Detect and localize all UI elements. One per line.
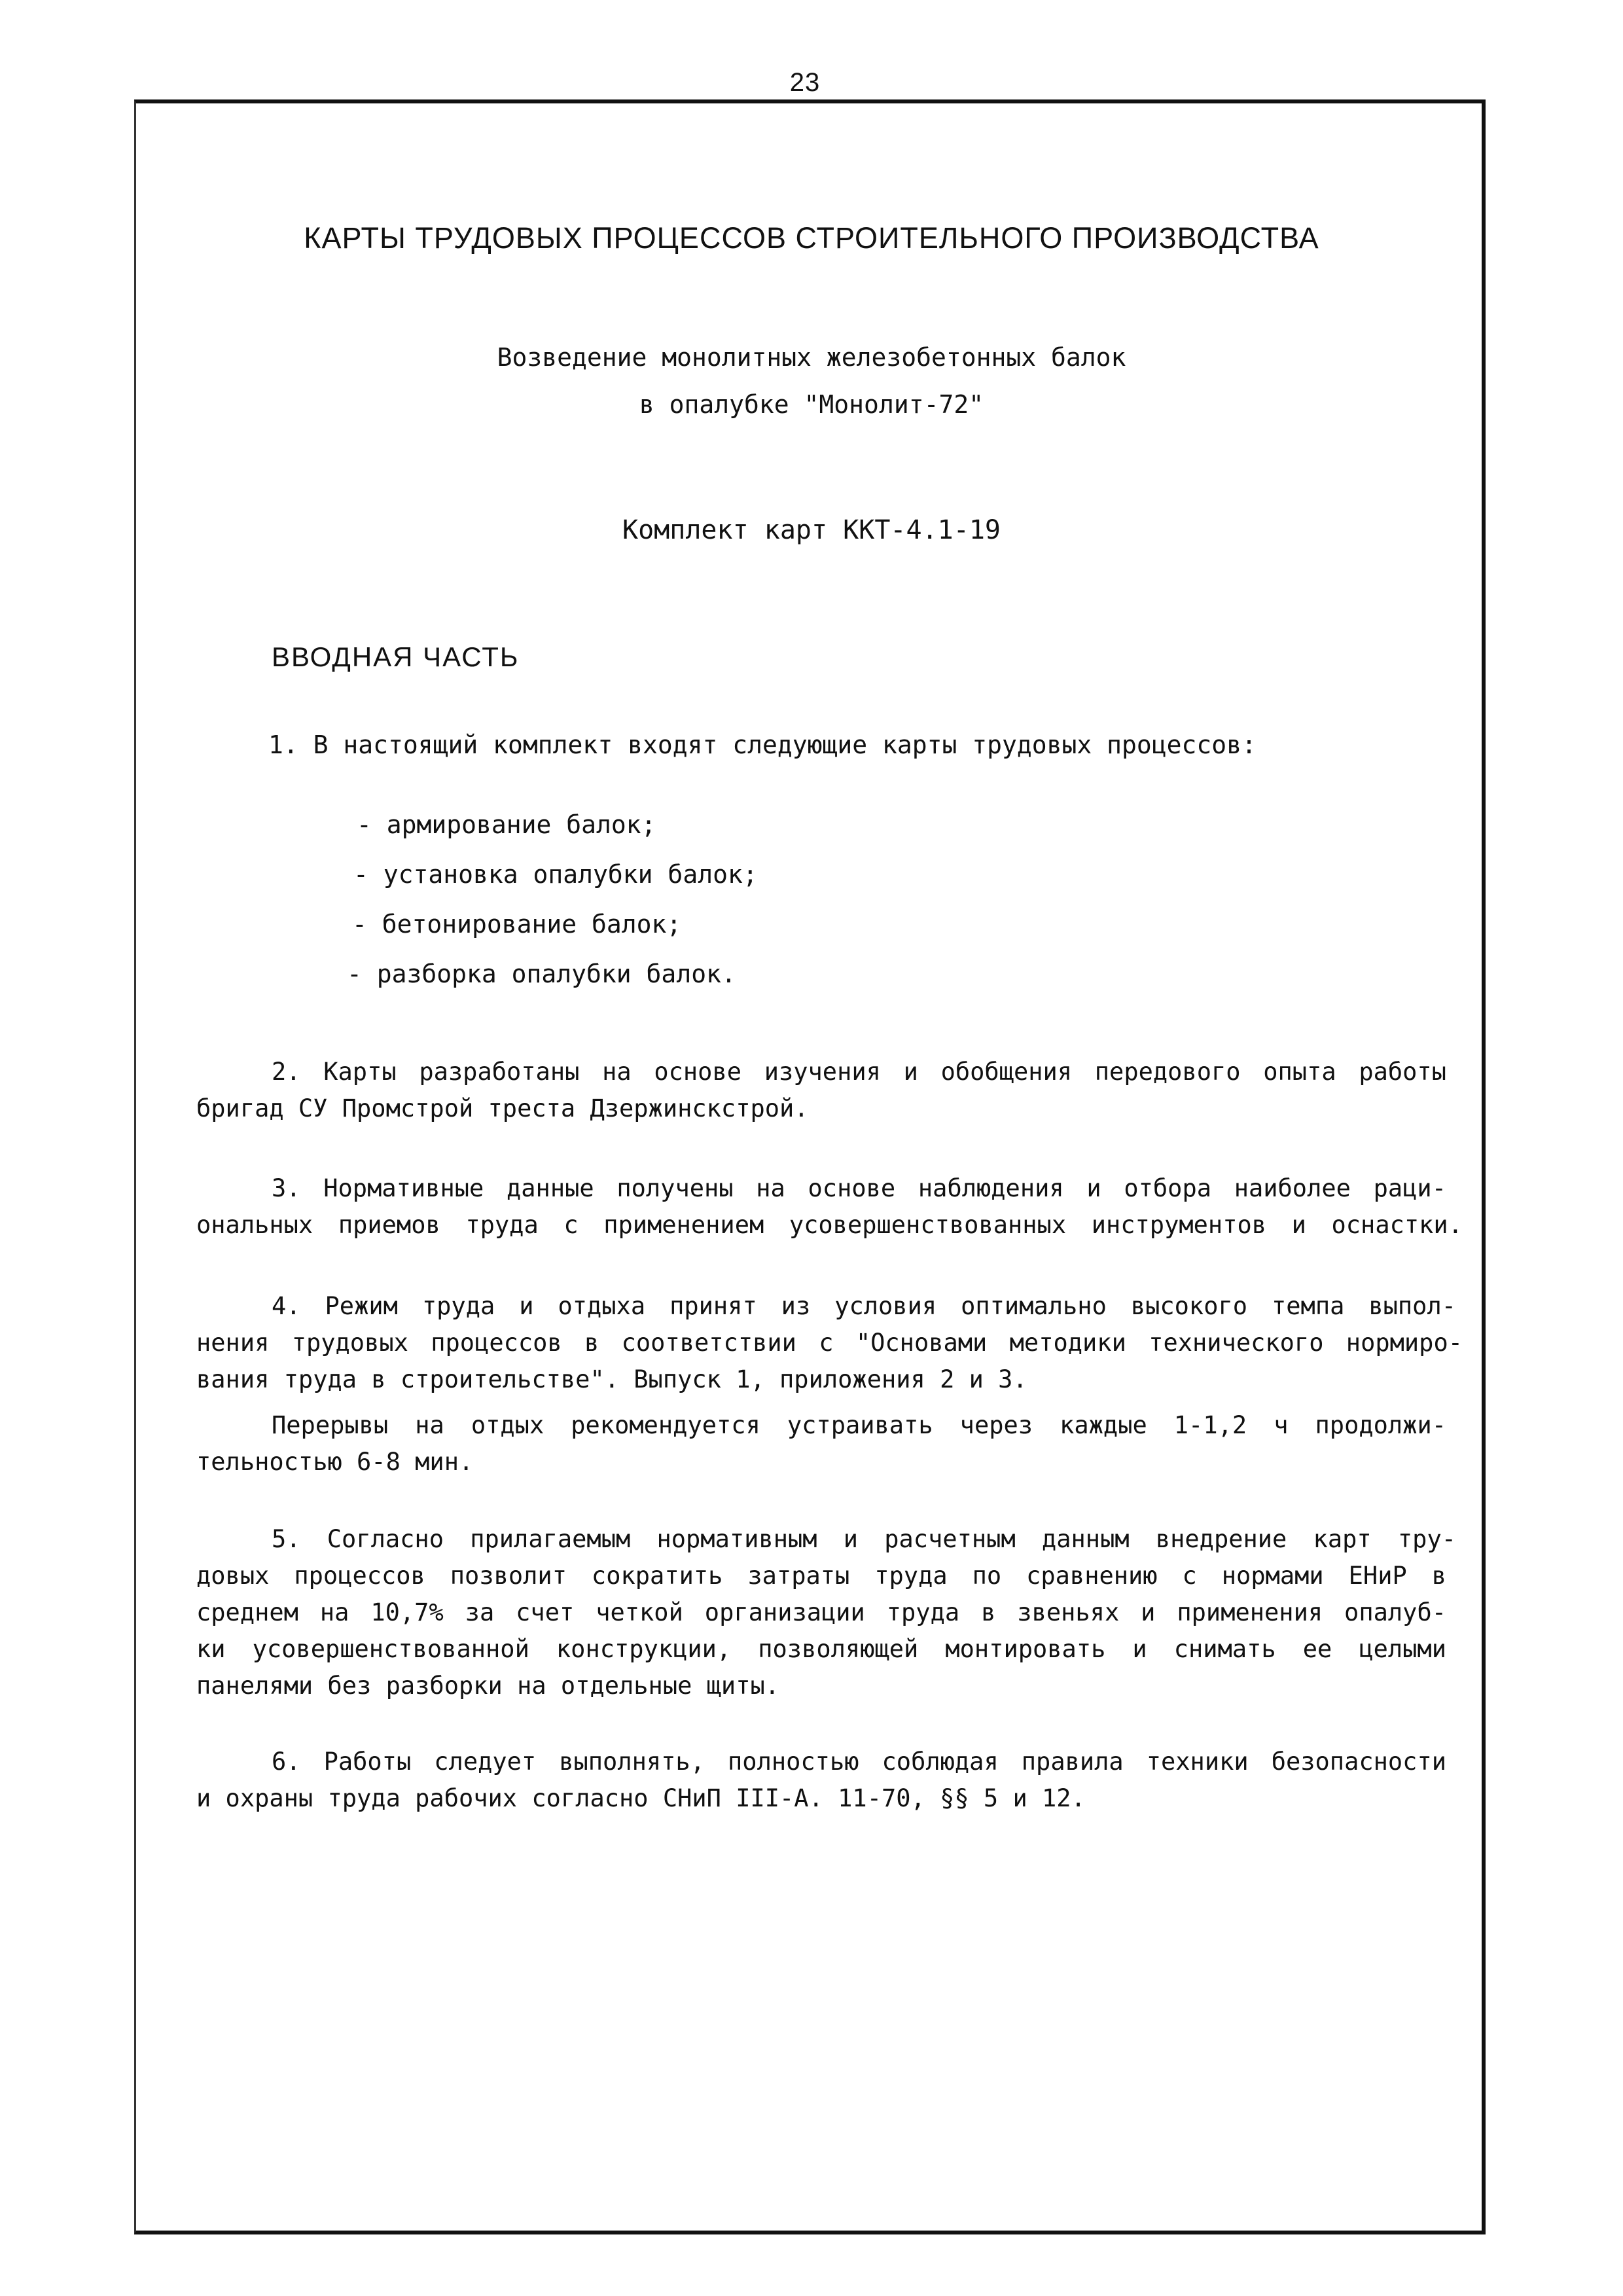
rest-line-1: Перерывы на отдых рекомендуется устраивать через каждые 1-1,2 ч продолжи- [272,1411,1446,1439]
section-heading: ВВОДНАЯ ЧАСТЬ [272,641,520,672]
item-2-line-1: 2. Карты разработаны на основе изучения и обобщения передового опыта работы [272,1058,1446,1086]
item-4-line-3: вания труда в строительстве". Выпуск 1, приложения 2 и 3. [196,1365,1027,1393]
item-4-line-2: нения трудовых процессов в соответствии с "Основами методики технического нормиро- [196,1329,1463,1357]
page-number: 23 [789,68,821,97]
subtitle-line-1: Возведение монолитных железобетонных балок [497,343,1126,372]
item-5-line-1: 5. Согласно прилагаемым нормативным и расчетным данным внедрение карт тру- [272,1525,1456,1553]
list-item: - армирование балок; [357,810,656,839]
document-title: КАРТЫ ТРУДОВЫХ ПРОЦЕССОВ СТРОИТЕЛЬНОГО ПРОИЗВОДСТВА [304,221,1319,255]
item-1-text: 1. В настоящий комплект входят следующие карты трудовых процессов: [268,730,1257,759]
item-5-line-4: ки усовершенствованной конструкции, позволяющей монтировать и снимать ее целыми [196,1635,1446,1663]
item-5-line-2: довых процессов позволит сократить затраты труда по сравнению с нормами ЕНиР в [196,1562,1446,1590]
item-5-line-5: панелями без разборки на отдельные щиты. [196,1672,780,1700]
subtitle-line-2: в опалубке "Монолит-72" [639,390,984,419]
item-6-line-1: 6. Работы следует выполнять, полностью соблюдая правила техники безопасности [272,1748,1446,1776]
item-6-line-2: и охраны труда рабочих согласно СНиП III-А. 11-70, §§ 5 и 12. [196,1784,1086,1812]
list-item: - установка опалубки балок; [353,860,758,889]
item-4-line-1: 4. Режим труда и отдыха принят из условия оптимально высокого темпа выпол- [272,1292,1456,1320]
item-2-line-2: бригад СУ Промстрой треста Дзержинскстрой. [196,1094,809,1122]
kit-title: Комплект карт ККТ-4.1-19 [622,515,1001,545]
item-3-line-1: 3. Нормативные данные получены на основе наблюдения и отбора наиболее раци- [272,1174,1446,1202]
list-item: - бетонирование балок; [352,910,682,939]
item-3-line-2: ональных приемов труда с применением усовершенствованных инструментов и оснастки. [196,1211,1463,1239]
list-item: - разборка опалубки балок. [347,960,736,988]
item-5-line-3: среднем на 10,7% за счет четкой организации труда в звеньях и применения опалуб- [196,1598,1446,1626]
rest-line-2: тельностью 6-8 мин. [196,1448,474,1476]
